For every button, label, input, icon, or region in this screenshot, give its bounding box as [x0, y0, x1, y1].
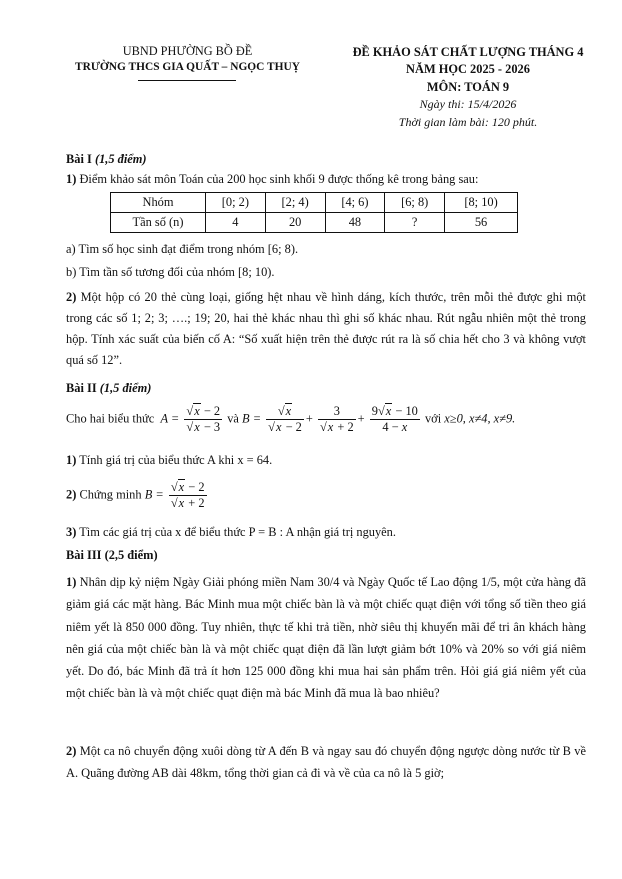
expr-b-term1: $\frac{√x}{√x - 2}$ [268, 404, 302, 434]
header-underline [138, 80, 236, 81]
section-2-title: Bài II [66, 381, 97, 395]
prove-fraction: $\frac{√x - 2}{√x + 2}$ [170, 480, 205, 510]
q2-label: 2) [66, 290, 77, 304]
district-name: UBND PHƯỜNG BỒ ĐỀ [122, 44, 253, 58]
q2-label: 2) [66, 744, 77, 758]
q1-label: 1) [66, 575, 77, 589]
table-cell: 4 [206, 213, 266, 233]
expressions-line: Cho hai biểu thức A = $\frac{√x - 2}{√x - 3}$ và B = $\frac{√x}{√x - 2}$ + $\frac{3}{√x + 2}$ + $\frac{9√x - 10}{4 - x}$ với x≥0, x≠4, x≠9. [66, 404, 516, 434]
section-1-title: Bài I [66, 152, 92, 166]
section-3-q1 [66, 571, 586, 705]
section-2-q3: 3) Tìm các giá trị của x để biểu thức P = B : A nhận giá trị nguyên. [66, 525, 396, 539]
expr-with: với [424, 411, 442, 426]
expr-b-name: B = [242, 411, 262, 426]
section-2-points: (1,5 điểm) [99, 381, 152, 395]
table-cell: [2; 4) [265, 193, 325, 213]
table-cell: Tần số (n) [111, 213, 206, 233]
section-1-q1 [66, 172, 478, 187]
table-row [111, 213, 518, 233]
q1-text: Điểm khảo sát môn Toán của 200 học sinh khối 9 được thống kê trong bảng sau: [79, 172, 479, 186]
section-3-points: (2,5 điểm) [104, 548, 158, 562]
table-cell: [4; 6) [325, 193, 385, 213]
section-3-heading [66, 548, 158, 563]
table-cell: ? [385, 213, 445, 233]
question-1a: a) Tìm số học sinh đạt điểm trong nhóm [6; 8). [66, 242, 299, 256]
section-2-heading [66, 381, 151, 396]
section-3-title: Bài III [66, 548, 102, 562]
table-cell: 20 [265, 213, 325, 233]
q2-text: Một hộp có 20 thẻ cùng loại, giống hệt nhau về hình dáng, kích thước, trên mỗi thẻ được ghi một trong các số 1; 2; 3; ….; 19; 20, hai thẻ khác nhau thì ghi số khác nhau. Rút ngẫu nhiên một thẻ trong hộp. Tính xác suất của biến cố A: “Số xuất hiện trên thẻ được rút ra là số chia hết cho 3 và không vượt quá số 12”. [66, 290, 586, 367]
frequency-table [110, 192, 518, 233]
question-1b: b) Tìm tần số tương đối của nhóm [8; 10). [66, 265, 275, 279]
exam-date: Ngày thi: 15/4/2026 [419, 97, 517, 112]
section-1-q2 [66, 287, 586, 371]
exam-title: ĐỀ KHẢO SÁT CHẤT LƯỢNG THÁNG 4 [352, 45, 584, 59]
expr-a-fraction: $\frac{√x - 2}{√x - 3}$ [186, 404, 221, 434]
q1-label: 1) [66, 172, 77, 186]
exam-duration: Thời gian làm bài: 120 phút. [398, 114, 538, 129]
expr-and: và [227, 411, 239, 426]
expr-b-term3: $\frac{9√x - 10}{4 - x}$ [371, 404, 418, 434]
expr-b-term2: $\frac{3}{√x + 2}$ [319, 404, 354, 434]
section-2-q1: 1) Tính giá trị của biểu thức A khi x = 64. [66, 453, 273, 467]
expr-intro: Cho hai biểu thức [66, 411, 155, 426]
table-cell: 56 [445, 213, 518, 233]
subject: MÔN: TOÁN 9 [426, 79, 510, 94]
expr-a-name: A = [157, 411, 180, 426]
q2-text: Một ca nô chuyển động xuôi dòng từ A đến B và ngay sau đó chuyển động ngược dòng nước từ B về A. Quãng đường AB dài 48km, tổng thời gian cả đi và về của ca nô là 5 giờ; [66, 744, 586, 781]
q1-text: Tính giá trị của biểu thức A khi x = 64. [79, 453, 273, 467]
table-cell: Nhóm [111, 193, 206, 213]
table-cell: [8; 10) [445, 193, 518, 213]
section-2-q2: 2) Chứng minh B = $\frac{√x - 2}{√x + 2}$ [66, 480, 205, 510]
header-right [318, 44, 618, 131]
expr-conditions: x≥0, x≠4, x≠9. [444, 411, 516, 426]
table-cell: [6; 8) [385, 193, 445, 213]
school-name: TRƯỜNG THCS GIA QUẤT – NGỌC THUỴ [75, 61, 300, 73]
section-1-points: (1,5 điểm) [94, 152, 147, 166]
table-cell: 48 [325, 213, 385, 233]
q1-text: Nhân dịp kỷ niệm Ngày Giải phóng miền Nam 30/4 và Ngày Quốc tế Lao động 1/5, một cửa hàng đã giảm giá các mặt hàng. Bác Minh mua một chiếc bàn là và một chiếc quạt điện với tổng số tiền theo giá niêm yết là 850 000 đồng. Tuy nhiên, thực tế khi trả tiền, nhờ siêu thị khuyến mãi để tri ân khách hàng nên giá của một chiếc bàn là và một chiếc quạt điện đã lần lượt giảm bớt 10% và 20% so với giá niêm yết. Do đó, bác Minh đã trả ít hơn 125 000 đồng khi mua hai sản phẩm trên. Hỏi giá giá niêm yết của một chiếc bàn là và một chiếc quạt điện mà bác Minh đã mua là bao nhiêu? [66, 575, 586, 701]
section-1-heading [66, 152, 147, 167]
section-3-q2 [66, 740, 586, 785]
table-cell: [0; 2) [206, 193, 266, 213]
q2-prefix: Chứng minh [79, 487, 142, 502]
table-row [111, 193, 518, 213]
school-year: NĂM HỌC 2025 - 2026 [406, 62, 530, 77]
q3-text: Tìm các giá trị của x để biểu thức P = B : A nhận giá trị nguyên. [79, 525, 396, 539]
header-left [60, 44, 315, 75]
